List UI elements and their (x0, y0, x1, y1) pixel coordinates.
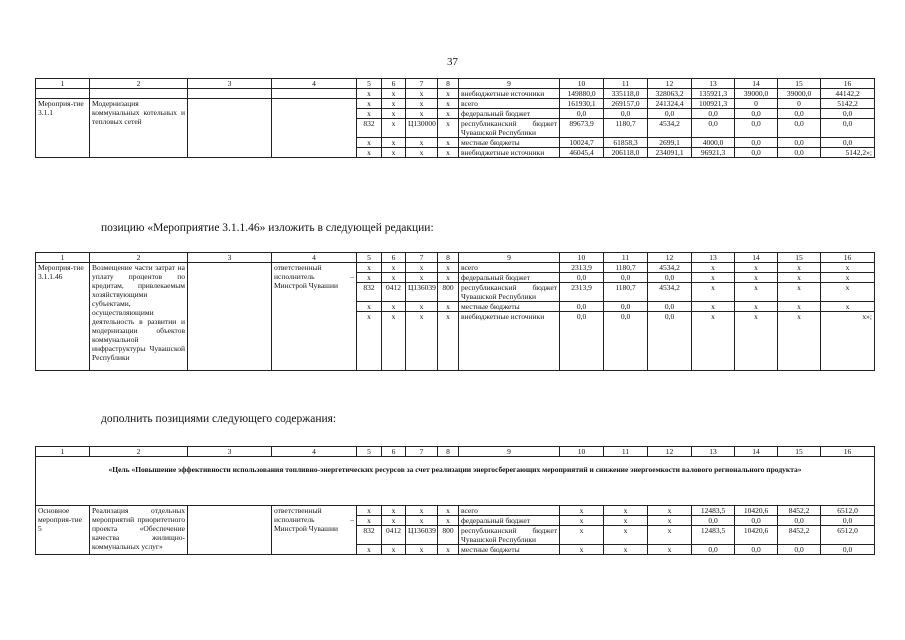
cell: 0,0 (821, 109, 875, 119)
cell: х (357, 138, 382, 148)
cell: 5142,2»; (821, 148, 875, 158)
cell: х (438, 263, 459, 273)
col-header: 3 (188, 79, 272, 89)
cell: х (560, 516, 604, 526)
cell: х (778, 263, 821, 273)
cell: 100921,3 (692, 99, 735, 109)
col-header: 3 (188, 447, 272, 457)
cell: 241324,4 (648, 99, 692, 109)
cell: х (560, 506, 604, 516)
table-row (36, 89, 875, 99)
cell: х (382, 99, 406, 109)
col-header: 5 (357, 447, 382, 457)
cell: 0,0 (735, 119, 778, 138)
cell: 46045,4 (560, 148, 604, 158)
cell: х (778, 312, 821, 322)
cell: х (735, 302, 778, 312)
cell: х (692, 302, 735, 312)
col-header: 11 (604, 253, 648, 263)
cell: 4000,0 (692, 138, 735, 148)
cell: 135921,3 (692, 89, 735, 99)
cell: х (406, 545, 438, 555)
col-header: 13 (692, 447, 735, 457)
cell: х (357, 516, 382, 526)
cell: 0,0 (604, 273, 648, 283)
cell: 0,0 (821, 516, 875, 526)
cell: 0,0 (735, 148, 778, 158)
col-header: 6 (382, 447, 406, 457)
cell: х (735, 273, 778, 283)
instruction-paragraph-1: позицию «Мероприятие 3.1.1.46» изложить в следующей редакции: (101, 222, 434, 234)
header-row (36, 447, 875, 457)
measure-label: Мероприя-тие 3.1.1.46 (36, 263, 90, 371)
cell: 5142,2 (821, 99, 875, 109)
cell: х (438, 516, 459, 526)
cell: 234091,1 (648, 148, 692, 158)
cell: х»; (821, 312, 875, 322)
cell: 0,0 (778, 516, 821, 526)
cell: х (357, 263, 382, 273)
cell: Ц130000 (406, 119, 438, 138)
cell: х (648, 526, 692, 545)
cell: 832 (357, 526, 382, 545)
cell: 0,0 (821, 545, 875, 555)
instruction-paragraph-2: дополнить позициями следующего содержания: (101, 413, 337, 425)
cell: 0,0 (735, 545, 778, 555)
col-header: 11 (604, 447, 648, 457)
cell: 2699,1 (648, 138, 692, 148)
cell: х (438, 273, 459, 283)
table-row (36, 506, 875, 516)
cell: х (357, 506, 382, 516)
col-header: 2 (90, 79, 188, 89)
cell: 0,0 (692, 516, 735, 526)
cell: 44142,2 (821, 89, 875, 99)
cell: х (648, 516, 692, 526)
cell: 328063,2 (648, 89, 692, 99)
cell: х (735, 283, 778, 302)
cell: 206118,0 (604, 148, 648, 158)
cell: х (821, 273, 875, 283)
cell: х (357, 312, 382, 322)
table-3 (35, 446, 875, 555)
table-row (36, 99, 875, 109)
col-header: 14 (735, 253, 778, 263)
cell: 0,0 (735, 138, 778, 148)
cell: х (778, 283, 821, 302)
cell: х (821, 263, 875, 273)
cell: х (406, 138, 438, 148)
cell: 0,0 (648, 109, 692, 119)
col-header: 11 (604, 79, 648, 89)
cell: 269157,0 (604, 99, 648, 109)
cell: федеральный бюджет (459, 516, 560, 526)
cell: 0,0 (778, 109, 821, 119)
cell: 0,0 (692, 109, 735, 119)
cell: х (382, 506, 406, 516)
cell: х (406, 302, 438, 312)
cell: 10420,6 (735, 526, 778, 545)
cell: 0,0 (560, 302, 604, 312)
cell: 0412 (382, 526, 406, 545)
col-header: 16 (821, 447, 875, 457)
cell: х (382, 302, 406, 312)
cell: 0,0 (778, 148, 821, 158)
cell: х (406, 263, 438, 273)
cell: 12483,5 (692, 526, 735, 545)
cell: 0412 (382, 283, 406, 302)
cell: х (406, 99, 438, 109)
executor: ответственный исполнитель – Минстрой Чувашии (272, 506, 357, 555)
cell: 0,0 (604, 312, 648, 322)
cell: х (438, 99, 459, 109)
measure-name: Возмещение части затрат на уплату процентов по кредитам, привлекаемым хозяйствующими субъектами, осуществляющими деятельность в развитии и модернизации объектов коммунальной инфраструктуры Чувашской Республики (90, 263, 188, 371)
col-header: 14 (735, 79, 778, 89)
col-header: 12 (648, 79, 692, 89)
col-header: 8 (438, 253, 459, 263)
cell: х (648, 545, 692, 555)
cell: внебюджетные источники (459, 148, 560, 158)
col-header: 15 (778, 79, 821, 89)
cell: х (438, 138, 459, 148)
cell: всего (459, 263, 560, 273)
cell: 4534,2 (648, 283, 692, 302)
col-header: 10 (560, 79, 604, 89)
measure-name: Реализация отдельных мероприятий приоритетного проекта «Обеспечение качества жилищно-коммунальных услуг» (90, 506, 188, 555)
col-header: 8 (438, 79, 459, 89)
cell: х (357, 99, 382, 109)
measure-label: Мероприя-тие 3.1.1 (36, 99, 90, 158)
cell: 0,0 (604, 109, 648, 119)
cell: х (560, 545, 604, 555)
measure-name: Модернизация коммунальных котельных и тепловых сетей (90, 99, 188, 158)
cell: х (382, 312, 406, 322)
col-header: 15 (778, 253, 821, 263)
cell: 0,0 (778, 545, 821, 555)
col-header: 13 (692, 253, 735, 263)
cell: внебюджетные источники (459, 89, 560, 99)
cell: 335118,0 (604, 89, 648, 99)
cell: внебюджетные источники (459, 312, 560, 322)
cell: 800 (438, 526, 459, 545)
cell: Ц136039 (406, 283, 438, 302)
col-header: 5 (357, 253, 382, 263)
cell: х (357, 89, 382, 99)
goal-row (36, 457, 875, 506)
measure-label: Основное мероприя-тие 5 (36, 506, 90, 555)
cell: х (604, 526, 648, 545)
cell: х (438, 109, 459, 119)
cell: х (406, 516, 438, 526)
cell: 39000,0 (735, 89, 778, 99)
cell: 0,0 (692, 545, 735, 555)
cell: 0,0 (821, 119, 875, 138)
cell: 0,0 (778, 138, 821, 148)
cell: всего (459, 99, 560, 109)
cell: федеральный бюджет (459, 109, 560, 119)
cell: х (382, 119, 406, 138)
cell: х (438, 148, 459, 158)
cell: 832 (357, 283, 382, 302)
cell: х (406, 506, 438, 516)
cell: 0 (778, 99, 821, 109)
cell: 2313,9 (560, 263, 604, 273)
cell: 0,0 (648, 273, 692, 283)
cell: 1180,7 (604, 263, 648, 273)
cell: х (406, 273, 438, 283)
cell: 832 (357, 119, 382, 138)
cell: х (382, 545, 406, 555)
col-header: 6 (382, 253, 406, 263)
cell: 0,0 (821, 138, 875, 148)
cell: 149880,0 (560, 89, 604, 99)
col-header: 7 (406, 253, 438, 263)
col-header: 14 (735, 447, 778, 457)
cell: х (604, 516, 648, 526)
cell: 0,0 (778, 119, 821, 138)
cell: 161930,1 (560, 99, 604, 109)
cell: х (821, 302, 875, 312)
cell: х (560, 526, 604, 545)
executor: ответственный исполнитель – Минстрой Чувашии (272, 263, 357, 371)
table-2 (35, 252, 875, 371)
cell: 0,0 (692, 119, 735, 138)
cell: х (406, 89, 438, 99)
col-header: 16 (821, 253, 875, 263)
col-header: 10 (560, 447, 604, 457)
cell: Ц136039 (406, 526, 438, 545)
cell: местные бюджеты (459, 302, 560, 312)
cell: х (382, 273, 406, 283)
cell: х (604, 545, 648, 555)
cell: х (692, 273, 735, 283)
cell: х (692, 283, 735, 302)
col-header: 12 (648, 447, 692, 457)
cell: х (438, 312, 459, 322)
col-header: 1 (36, 79, 90, 89)
cell: 0,0 (648, 302, 692, 312)
col-header: 12 (648, 253, 692, 263)
cell: 0,0 (735, 109, 778, 119)
page-number: 37 (447, 56, 458, 68)
cell: х (382, 148, 406, 158)
table-row (36, 263, 875, 273)
col-header: 2 (90, 253, 188, 263)
cell: 800 (438, 283, 459, 302)
col-header: 9 (459, 253, 560, 263)
col-header: 9 (459, 79, 560, 89)
cell: х (692, 263, 735, 273)
cell: х (438, 506, 459, 516)
col-header: 1 (36, 253, 90, 263)
col-header: 10 (560, 253, 604, 263)
cell: х (735, 263, 778, 273)
col-header: 7 (406, 447, 438, 457)
cell: х (692, 312, 735, 322)
cell: республиканский бюджет Чувашской Республики (459, 526, 560, 545)
col-header: 4 (272, 79, 357, 89)
cell: 39000,0 (778, 89, 821, 99)
cell: 0,0 (560, 312, 604, 322)
goal-heading: «Цель «Повышение эффективности использования топливно-энергетических ресурсов за счет реализации энергосберегающих мероприятий и снижение энергоемкости валового регионального продукта» (36, 457, 875, 506)
cell: 12483,5 (692, 506, 735, 516)
cell: х (357, 545, 382, 555)
cell: 1180,7 (604, 283, 648, 302)
col-header: 4 (272, 447, 357, 457)
cell: х (438, 119, 459, 138)
cell: х (357, 302, 382, 312)
cell: 2313,9 (560, 283, 604, 302)
col-header: 9 (459, 447, 560, 457)
col-header: 2 (90, 447, 188, 457)
cell: х (357, 109, 382, 119)
cell: 89673,9 (560, 119, 604, 138)
cell: 0,0 (648, 312, 692, 322)
cell: 0,0 (735, 516, 778, 526)
cell: 6512,0 (821, 506, 875, 516)
col-header: 5 (357, 79, 382, 89)
cell: х (778, 302, 821, 312)
cell: 4534,2 (648, 263, 692, 273)
table-1 (35, 78, 875, 158)
cell: х (604, 506, 648, 516)
cell: х (357, 273, 382, 283)
cell: республиканский бюджет Чувашской Республики (459, 283, 560, 302)
col-header: 1 (36, 447, 90, 457)
cell: 0,0 (604, 302, 648, 312)
cell: х (382, 263, 406, 273)
header-row (36, 79, 875, 89)
col-header: 13 (692, 79, 735, 89)
cell: 10024,7 (560, 138, 604, 148)
col-header: 3 (188, 253, 272, 263)
cell: х (382, 109, 406, 119)
cell: х (438, 545, 459, 555)
cell: 10420,6 (735, 506, 778, 516)
cell: местные бюджеты (459, 545, 560, 555)
col-header: 4 (272, 253, 357, 263)
cell: всего (459, 506, 560, 516)
cell: 0,0 (560, 273, 604, 283)
col-header: 8 (438, 447, 459, 457)
cell: 1180,7 (604, 119, 648, 138)
cell: 96921,3 (692, 148, 735, 158)
cell: х (382, 516, 406, 526)
cell: 8452,2 (778, 526, 821, 545)
cell: х (382, 89, 406, 99)
col-header: 7 (406, 79, 438, 89)
cell: х (438, 89, 459, 99)
header-row (36, 253, 875, 263)
cell: х (406, 148, 438, 158)
cell: 6512,0 (821, 526, 875, 545)
cell: федеральный бюджет (459, 273, 560, 283)
cell: республиканский бюджет Чувашской Республики (459, 119, 560, 138)
cell: х (406, 109, 438, 119)
cell: 61858,3 (604, 138, 648, 148)
cell: 4534,2 (648, 119, 692, 138)
cell: 0 (735, 99, 778, 109)
cell: х (406, 312, 438, 322)
cell: х (778, 273, 821, 283)
col-header: 6 (382, 79, 406, 89)
cell: х (357, 148, 382, 158)
cell: 0,0 (560, 109, 604, 119)
col-header: 15 (778, 447, 821, 457)
col-header: 16 (821, 79, 875, 89)
cell: х (735, 312, 778, 322)
cell: местные бюджеты (459, 138, 560, 148)
cell: 8452,2 (778, 506, 821, 516)
cell: х (648, 506, 692, 516)
cell: х (382, 138, 406, 148)
cell: х (438, 302, 459, 312)
cell: х (821, 283, 875, 302)
